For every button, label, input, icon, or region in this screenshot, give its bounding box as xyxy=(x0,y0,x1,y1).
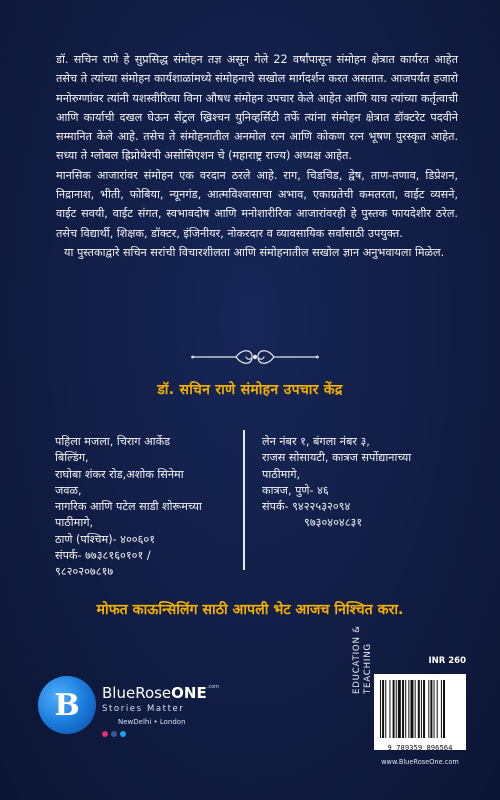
twitter-icon xyxy=(120,731,126,737)
address-line: कात्रज, पुणे- ४६ xyxy=(262,483,329,497)
address-line: पहिला मजला, चिराग आर्केड xyxy=(55,435,171,448)
address-divider xyxy=(243,430,245,570)
barcode-bar xyxy=(393,680,395,738)
counselling-call-to-action: मोफत काऊन्सिलिंग साठी आपली भेट आजच निश्चित करा. xyxy=(96,602,404,618)
publisher-cities: NewDelhi • London xyxy=(118,718,186,726)
address-line: ९८२०२०७८१७ xyxy=(55,565,114,579)
price-label: INR 260 xyxy=(428,656,466,666)
address-line: पाठीमागे, xyxy=(55,516,94,530)
category-line: TEACHING xyxy=(363,643,373,694)
bio-paragraph: मानसिक आजारांवर संमोहन एक वरदान ठरले आहे. राग, चिडचिड, द्वेष, ताण-तणाव, डिप्रेशन, निद्रानाश, भीती, फोबिया, न्यूनगंड, आत्मविश्वासाचा अभाव, एकाग्रतेची कमतरता, वाईट व्यसने, वाईट सवयी, वाईट संगत, स्वभावदोष आणि मनोशारीरिक आजारांवरही हे पुस्तक फायदेशीर ठरेल. तसेच विद्यार्थी, शिक्षक, डॉक्टर, इंजिनीयर, नोकरदार व व्यावसायिक सर्वांसाठी उपयुक्त. xyxy=(56,168,458,240)
barcode-bar xyxy=(434,680,435,738)
address-line: राजस सोसायटी, कात्रज सर्पोद्यानाच्या xyxy=(262,451,412,465)
barcode-bar xyxy=(418,680,420,738)
bio-paragraph: डॉ. सचिन राणे हे सुप्रसिद्ध संमोहन तज्ञ असून गेले 22 वर्षांपासून संमोहन क्षेत्रात कार्यरत आहेत तसेच ते त्यांच्या संमोहन कार्यशाळांमध्ये संमोहनाचे सखोल मार्गदर्शन करत असतात. आजपर्यंत हजारो मनोरुग्णांवर त्यांनी यशस्वीरित्या विना औषध संमोहन उपचार केले आहेत आणि याच त्यांच्या कर्तृत्वाची आणि कार्याची दखल घेऊन सेंट्रल ख्रिश्चन युनिव्हर्सिटी तर्फे त्यांना संमोहन क्षेत्रात डॉक्टरेट पदवीने सम्मानित केले आहे. तसेच ते संमोहनातील अनमोल रत्न आणि कोकण रत्न भूषण पुरस्कृत आहेत. सध्या ते ग्लोबल ह्रिप्नोथेरपी असोसिएशन चे (महाराष्ट्र राज्य) अध्यक्ष आहेत. xyxy=(56,53,458,163)
isbn-barcode xyxy=(374,674,466,750)
address-line: बिल्डिंग, xyxy=(55,451,89,465)
brand-suffix: .com xyxy=(206,684,220,690)
publisher-website: www.BlueRoseOne.com xyxy=(381,758,459,766)
address-line: ठाणे (पश्चिम)- ४००६०१ xyxy=(55,532,156,546)
barcode-bar xyxy=(430,680,432,738)
barcode-block xyxy=(374,656,466,771)
address-line: पाठीमागे, xyxy=(262,467,301,481)
barcode-bar xyxy=(405,680,406,738)
address-line: लेन नंबर १, बंगला नंबर ३, xyxy=(262,435,370,448)
facebook-icon xyxy=(111,731,117,737)
ornament-divider-icon xyxy=(190,346,320,368)
brand-main: BlueRose xyxy=(102,684,172,702)
address-line: नागरिक आणि पटेल साडी शोरूमच्या xyxy=(55,500,202,514)
publisher-logo xyxy=(38,676,268,756)
address-line: जवळ, xyxy=(55,483,82,497)
category-label xyxy=(352,614,374,694)
barcode-bar xyxy=(410,680,413,738)
barcode-bar xyxy=(437,680,438,738)
clinic-title: डॉ. सचिन राणे संमोहन उपचार केंद्र xyxy=(157,382,343,398)
barcode-bar xyxy=(408,680,409,738)
barcode-bar xyxy=(402,680,404,738)
barcode-bar xyxy=(428,680,429,738)
barcode-bar xyxy=(441,680,442,738)
address-thane xyxy=(55,434,230,581)
instagram-icon xyxy=(102,731,108,737)
barcode-icon xyxy=(374,674,466,740)
barcode-bar xyxy=(380,680,381,738)
address-line: राघोबा शंकर रोड,अशोक सिनेमा xyxy=(55,467,184,481)
logo-letter: B xyxy=(54,687,80,723)
barcode-bar xyxy=(396,680,397,738)
barcode-bar xyxy=(421,680,422,738)
address-line: ९७३०४०४८३१ xyxy=(304,516,363,530)
category-line: EDUCATION & xyxy=(352,625,362,694)
isbn-number: 9 789359 896564 xyxy=(387,743,453,752)
barcode-bar xyxy=(423,680,425,738)
barcode-bar xyxy=(389,680,390,738)
bluerose-logo-icon xyxy=(38,676,96,734)
barcode-bar xyxy=(443,680,445,738)
address-line: संपर्क- ७७३८१६०१०१ / xyxy=(55,549,151,563)
barcode-bar xyxy=(398,680,401,738)
barcode-bar xyxy=(385,680,386,738)
barcode-bar xyxy=(415,680,416,738)
address-pune xyxy=(262,434,472,532)
author-bio xyxy=(56,50,458,262)
bio-paragraph: या पुस्तकाद्वारे सचिन सरांची विचारशीलता आणि संमोहनातील सखोल ज्ञान अनुभवायला मिळेल. xyxy=(64,245,445,259)
barcode-bar xyxy=(382,680,384,738)
social-icons xyxy=(102,731,126,737)
publisher-tagline: Stories Matter xyxy=(102,704,185,714)
brand-one: ONE xyxy=(171,684,207,702)
address-line: संपर्क- ९४२२५३२०९४ xyxy=(262,500,351,514)
publisher-name xyxy=(102,684,219,702)
